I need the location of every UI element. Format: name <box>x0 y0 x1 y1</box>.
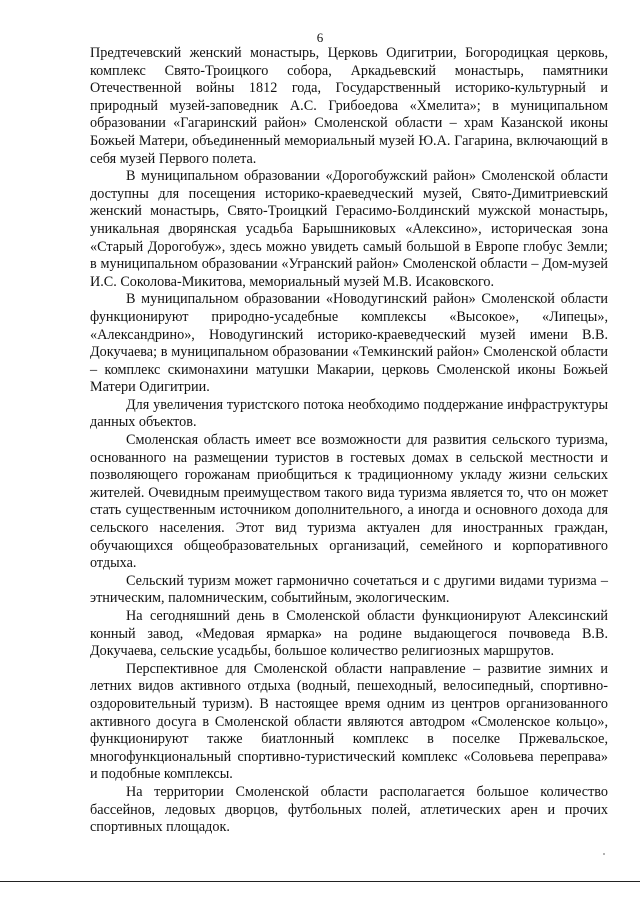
paragraph: Для увеличения туристского потока необходимо поддержание инфраструктуры данных объектов. <box>90 396 608 431</box>
scan-speck <box>603 853 605 855</box>
paragraph: Перспективное для Смоленской области направление – развитие зимних и летних видов активного отдыха (водный, пешеходный, велосипедный, спортивно-оздоровительный туризм). В настоящее время одним из центров организованного активного досуга в Смоленской области являются автодром «Смоленское кольцо», функционируют также биатлонный комплекс в поселке Пржевальское, многофункциональный спортивно-туристический комплекс «Соловьева переправа» и подобные комплексы. <box>90 660 608 783</box>
paragraph: В муниципальном образовании «Новодугинский район» Смоленской области функционируют природно-усадебные комплексы «Высокое», «Липецы», «Александрино», Новодугинский историко-краеведческий музей имени В.В. Докучаева; в муниципальном образовании «Темкинский район» Смоленской области – комплекс скимонахини матушки Макарии, церковь Смоленской иконы Божьей Матери Одигитрии. <box>90 291 608 396</box>
body-text <box>90 45 608 837</box>
paragraph: В муниципальном образовании «Дорогобужский район» Смоленской области доступны для посещения историко-краеведческий музей, Свято-Димитриевский женский монастырь, Свято-Троицкий Герасимо-Болдинский мужской монастырь, уникальная дворянская усадьба Барышниковых «Алексино», историческая зона «Старый Дорогобуж», здесь можно увидеть самый большой в Европе глобус Земли; в муниципальном образовании «Угранский район» Смоленской области – Дом-музей И.С. Соколова-Микитова, мемориальный музей М.В. Исаковского. <box>90 168 608 290</box>
paragraph: Смоленская область имеет все возможности для развития сельского туризма, основанного на размещении туристов в гостевых домах в сельской местности и позволяющего горожанам приобщиться к традиционному укладу жизни сельских жителей. Очевидным преимуществом такого вида туризма является то, что он может стать существенным источником дополнительного, а иногда и основного дохода для сельского населения. Этот вид туризма актуален для иностранных граждан, обучающихся общеобразовательных организаций, семейного и корпоративного отдыха. <box>90 432 608 572</box>
page-bottom-rule <box>0 881 640 882</box>
page-number: 6 <box>316 30 324 45</box>
paragraph: На территории Смоленской области располагается большое количество бассейнов, ледовых дворцов, футбольных полей, атлетических арен и прочих спортивных площадок. <box>90 783 608 836</box>
paragraph: Сельский туризм может гармонично сочетаться и с другими видами туризма – этническим, паломническим, событийным, экологическим. <box>90 572 608 607</box>
paragraph: На сегодняшний день в Смоленской области функционируют Алексинский конный завод, «Медовая ярмарка» на родине выдающегося почвоведа В.В. Докучаева, сельские усадьбы, большое количество религиозных маршрутов. <box>90 608 608 660</box>
paragraph: Предтечевский женский монастырь, Церковь Одигитрии, Богородицкая церковь, комплекс Свято-Троицкого собора, Аркадьевский монастырь, памятники Отечественной войны 1812 года, Государственный историко-культурный и природный музей-заповедник А.С. Грибоедова «Хмелита»; в муниципальном образовании «Гагаринский район» Смоленской области – храм Казанской иконы Божьей Матери, объединенный мемориальный музей Ю.А. Гагарина, включающий в себя музей Первого полета. <box>90 45 608 167</box>
